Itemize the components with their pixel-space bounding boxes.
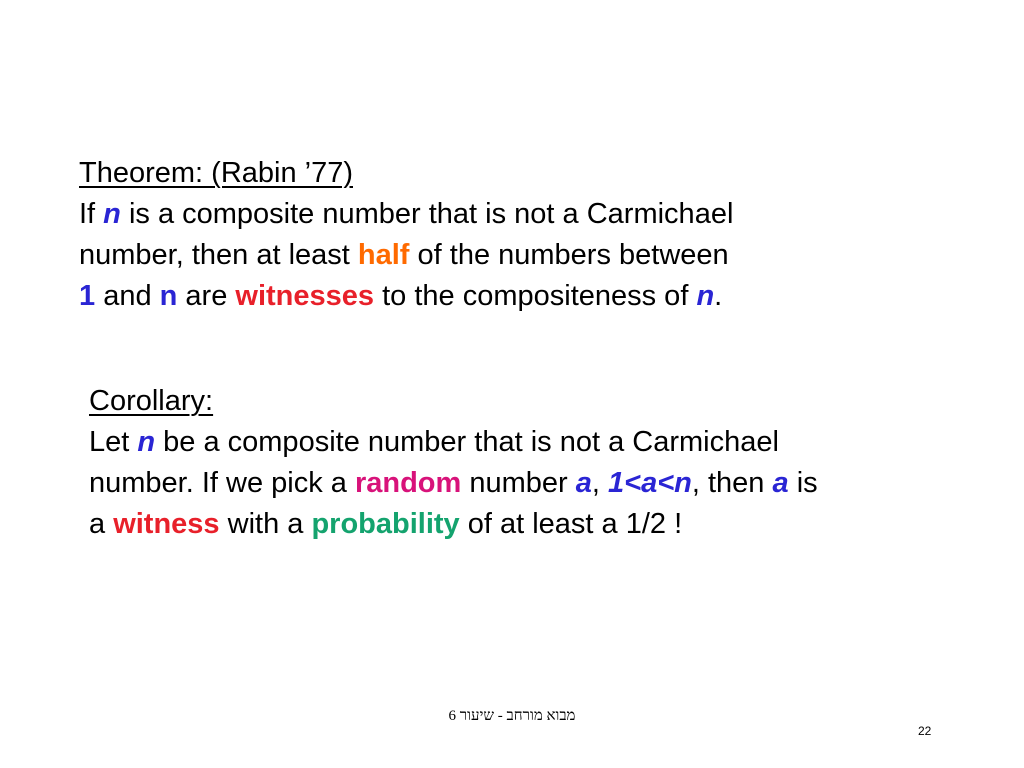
theorem-text: number, then at least bbox=[79, 239, 358, 271]
inequality: 1<a<n bbox=[608, 467, 692, 499]
footer-title: מבוא מורחב - שיעור 6 bbox=[448, 708, 576, 724]
var-n: n bbox=[696, 280, 715, 312]
var-n: n bbox=[137, 426, 156, 458]
var-n: n bbox=[103, 198, 121, 230]
slide-number: 22 bbox=[918, 724, 932, 738]
var-n: n bbox=[159, 280, 178, 312]
var-a: a bbox=[575, 467, 592, 499]
corollary-text: number. If we pick a bbox=[89, 467, 355, 499]
emphasis-witnesses: witnesses bbox=[235, 280, 375, 312]
theorem-text: is a composite number that is not a Carmichael bbox=[120, 198, 734, 230]
theorem-line-1 bbox=[79, 194, 733, 235]
theorem-text: of the numbers between bbox=[409, 239, 729, 271]
corollary-heading bbox=[89, 381, 818, 422]
var-a: a bbox=[772, 467, 789, 499]
theorem-line-3 bbox=[79, 276, 733, 317]
emphasis-witness: witness bbox=[113, 508, 220, 540]
corollary-text: , bbox=[591, 467, 609, 499]
theorem-text: to the compositeness of bbox=[374, 280, 697, 312]
corollary-text: is bbox=[788, 467, 818, 499]
corollary-line-2 bbox=[89, 463, 818, 504]
theorem-line-2 bbox=[79, 235, 733, 276]
emphasis-random: random bbox=[354, 467, 462, 499]
corollary-text: of at least a 1/2 ! bbox=[459, 508, 683, 540]
corollary-heading-text: Corollary: bbox=[89, 385, 214, 417]
corollary-text: a bbox=[89, 508, 114, 540]
emphasis-probability: probability bbox=[311, 508, 460, 540]
theorem-text: . bbox=[714, 280, 723, 312]
theorem-heading-text: Theorem: (Rabin ’77) bbox=[79, 157, 353, 189]
corollary-line-3 bbox=[89, 504, 818, 545]
theorem-block bbox=[79, 153, 733, 317]
emphasis-half: half bbox=[357, 239, 410, 271]
corollary-text: , then bbox=[691, 467, 773, 499]
corollary-text: number bbox=[461, 467, 576, 499]
corollary-block bbox=[89, 381, 818, 545]
corollary-text: be a composite number that is not a Carmichael bbox=[155, 426, 779, 458]
theorem-text: If bbox=[79, 198, 104, 230]
number-one: 1 bbox=[79, 280, 96, 312]
theorem-heading bbox=[79, 153, 733, 194]
corollary-text: with a bbox=[219, 508, 312, 540]
theorem-text: are bbox=[177, 280, 236, 312]
corollary-line-1 bbox=[89, 422, 818, 463]
corollary-text: Let bbox=[89, 426, 138, 458]
theorem-text: and bbox=[95, 280, 160, 312]
